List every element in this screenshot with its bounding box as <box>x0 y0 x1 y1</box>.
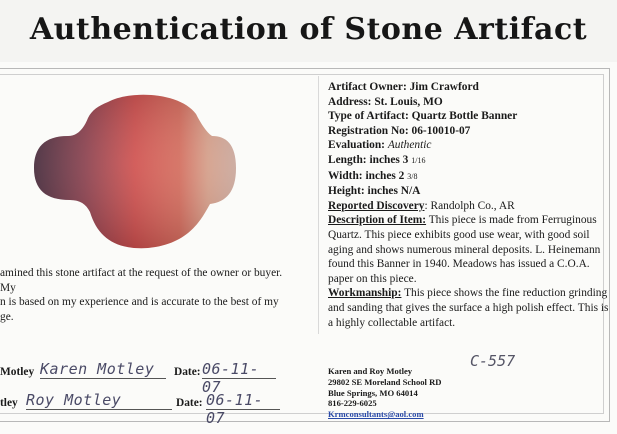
workmanship-block <box>328 286 614 330</box>
discovery-row <box>328 199 614 214</box>
owner-row <box>328 80 614 95</box>
discovery-value: : Randolph Co., AR <box>424 199 515 212</box>
registration-value: 06-10010-07 <box>411 124 471 137</box>
length-label: Length: inches 3 <box>328 153 409 166</box>
quartz-banner-image <box>30 92 250 252</box>
type-label: Type of Artifact: <box>328 110 409 123</box>
width-row <box>328 169 614 185</box>
contact-names: Karen and Roy Motley <box>328 366 413 376</box>
address-row <box>328 95 614 110</box>
signer-name: tley <box>0 397 18 409</box>
width-label: Width: inches 2 <box>328 169 405 182</box>
examiner-statement <box>0 266 300 324</box>
contact-city: Blue Springs, MO 64014 <box>328 387 418 398</box>
contact-street: 29802 SE Moreland School RD <box>328 376 442 387</box>
contact-phone: 816-229-6025 <box>328 398 377 409</box>
statement-line: ge. <box>0 310 14 323</box>
length-fraction: 1/16 <box>411 155 426 165</box>
evaluation-label: Evaluation: <box>328 139 385 152</box>
signature-row-roy <box>0 397 18 409</box>
workmanship-text: This piece shows the fine reduction grinding and sanding that gives the surface a high polish effect. This is a highly collectable artifact. <box>328 287 609 329</box>
evaluation-value: Authentic <box>387 139 432 152</box>
registration-label: Registration No: <box>328 124 409 137</box>
discovery-label: Reported Discovery <box>328 199 425 212</box>
type-value: Quartz Bottle Banner <box>411 110 518 123</box>
consultant-contact <box>328 366 528 420</box>
signature-date: 06-11-07 <box>202 360 276 379</box>
description-text: This piece is made from Ferruginous Quartz. This piece exhibits good use wear, with good soil aging and shows numerous mineral deposits. L. Heinemann found this Banner in 1940. Meadows has issued a C.O.A. paper on this piece. <box>328 214 601 285</box>
signature-karen: Karen Motley <box>40 360 166 379</box>
header-band <box>0 0 617 62</box>
width-fraction: 3/8 <box>407 171 418 181</box>
registration-row <box>328 124 614 139</box>
statement-line: amined this stone artifact at the request of the owner or buyer. My <box>0 267 283 294</box>
owner-label: Artifact Owner: <box>328 81 407 93</box>
signature-date: 06-11-07 <box>206 391 280 410</box>
workmanship-label: Workmanship: <box>328 287 402 300</box>
date-label: Date: <box>174 366 201 378</box>
length-row <box>328 153 614 169</box>
address-value: St. Louis, MO <box>374 95 443 108</box>
date-label: Date: <box>176 397 203 409</box>
evaluation-row <box>328 138 614 153</box>
catalog-number: C-557 <box>470 352 516 370</box>
contact-email-link[interactable]: Krmconsultants@aol.com <box>328 409 424 420</box>
column-divider <box>318 76 319 334</box>
owner-value: Jim Crawford <box>409 81 479 93</box>
statement-line: n is based on my experience and is accurate to the best of my <box>0 296 279 308</box>
type-row <box>328 109 614 124</box>
signer-name: Motley <box>0 366 35 378</box>
address-label: Address: <box>328 95 372 108</box>
signature-roy: Roy Motley <box>26 391 172 410</box>
description-block <box>328 213 614 286</box>
certificate-title: Authentication of Stone Artifact <box>29 12 588 47</box>
signature-row-karen <box>0 366 34 378</box>
artifact-photo <box>30 92 250 252</box>
artifact-details <box>328 80 614 330</box>
height-row <box>328 184 614 199</box>
height-label: Height: inches N/A <box>328 185 421 198</box>
description-label: Description of Item: <box>328 214 427 227</box>
